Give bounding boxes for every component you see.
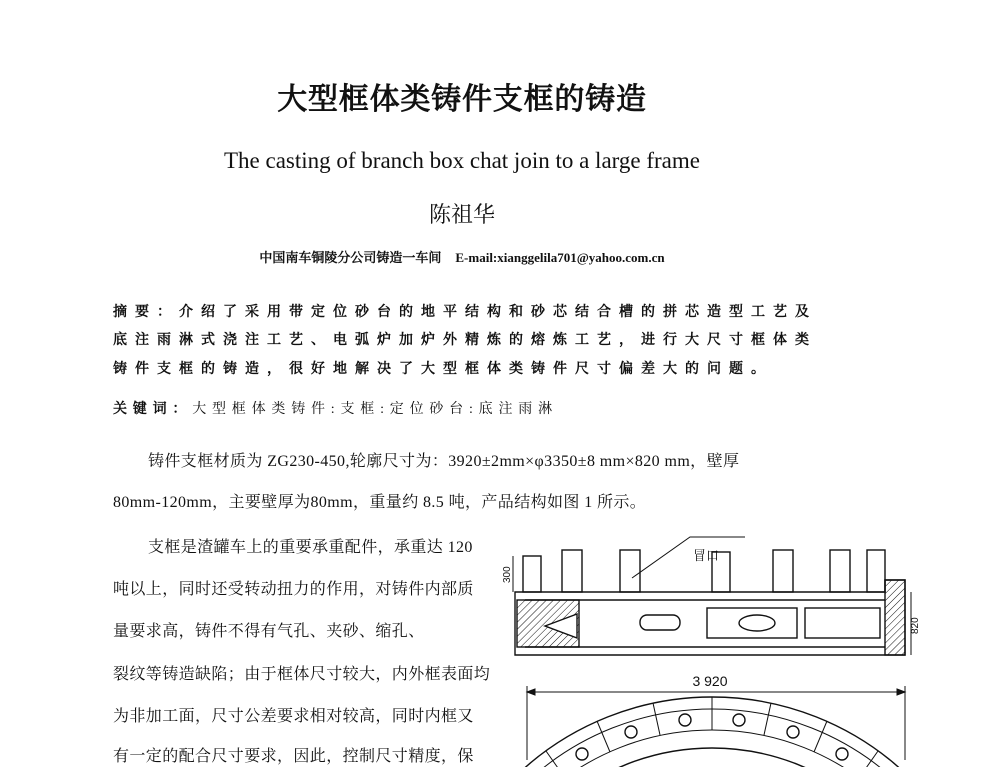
ring-inner-arc <box>480 748 944 767</box>
riser-1 <box>523 556 541 592</box>
body-line: 量要求高，铸件不得有气孔、夹砂、缩孔、 <box>113 623 425 640</box>
ring-hole <box>787 726 799 738</box>
abstract-line: 铸件支框的铸造，很好地解决了大型框体类铸件尺寸偏差大的问题。 <box>113 362 773 377</box>
abstract-text: 介绍了采用带定位砂台的地平结构和砂芯结合槽的拼芯造型工艺及 <box>179 305 817 320</box>
riser-2 <box>562 550 582 592</box>
riser-3 <box>620 550 640 592</box>
drawing-svg <box>502 528 921 760</box>
dim-arrow-left <box>527 689 535 695</box>
author-name: 陈祖华 <box>428 202 495 227</box>
plan-view <box>429 697 995 767</box>
ring-rib <box>814 721 827 752</box>
keywords-text: 大型框体类铸件:支框:定位砂台:底注雨淋 <box>192 402 558 417</box>
body-line: 有一定的配合尺寸要求，因此，控制尺寸精度，保 <box>113 748 474 765</box>
slot-2-oval <box>739 615 775 631</box>
ring-rib <box>597 721 610 752</box>
riser-7 <box>867 550 885 592</box>
body-line: 80mm-120mm，主要壁厚为80mm，重量约 8.5 吨，产品结构如图 1 所示。 <box>113 494 647 511</box>
ring-hole <box>576 748 588 760</box>
slot-2 <box>707 608 797 638</box>
body-line: 铸件支框材质为 ZG230-450,轮廓尺寸为：3920±2mm×φ3350±8 mm×820 mm，壁厚 <box>148 453 740 470</box>
affiliation-org: 中国南车铜陵分公司铸造一车间 <box>259 250 442 265</box>
abstract-line: 底注雨淋式浇注工艺、电弧炉加炉外精炼的熔炼工艺，进行大尺寸框体类 <box>113 333 817 348</box>
slot-3 <box>805 608 880 638</box>
right-hatched-section <box>885 580 905 655</box>
abstract-line <box>113 304 833 322</box>
keywords <box>113 401 833 419</box>
affiliation <box>0 249 924 267</box>
riser-label: 冒口 <box>693 548 720 563</box>
slot-1 <box>640 615 680 630</box>
dim-820-label: 820 <box>910 617 921 634</box>
ring-hole <box>733 714 745 726</box>
body-line: 支框是渣罐车上的重要承重配件，承重达 120 <box>148 539 473 556</box>
ring-hole <box>625 726 637 738</box>
body-line: 裂纹等铸造缺陷；由于框体尺寸较大，内外框表面均 <box>113 666 491 683</box>
ring-rib <box>764 703 771 735</box>
body-line: 为非加工面，尺寸公差要求相对较高，同时内框又 <box>113 708 474 725</box>
ring-rib <box>653 703 660 735</box>
affiliation-email: E-mail:xianggelila701@yahoo.com.cn <box>455 250 665 265</box>
dim-3920-label: 3 920 <box>692 673 728 689</box>
paper-title-english: The casting of branch box chat join to a large frame <box>223 148 700 173</box>
dim-arrow-right <box>897 689 905 695</box>
figure-1-drawing <box>502 528 921 760</box>
dim-300-label: 300 <box>502 566 513 583</box>
ring-hole <box>836 748 848 760</box>
ring-hole <box>679 714 691 726</box>
keywords-label: 关键词： <box>113 402 193 417</box>
abstract-label: 摘要： <box>113 305 179 320</box>
paper-title: 大型框体类铸件支框的铸造 <box>277 83 647 116</box>
riser-leader-line <box>632 537 745 578</box>
body-line: 吨以上，同时还受转动扭力的作用，对铸件内部质 <box>113 581 474 598</box>
riser-6 <box>830 550 850 592</box>
riser-5 <box>773 550 793 592</box>
